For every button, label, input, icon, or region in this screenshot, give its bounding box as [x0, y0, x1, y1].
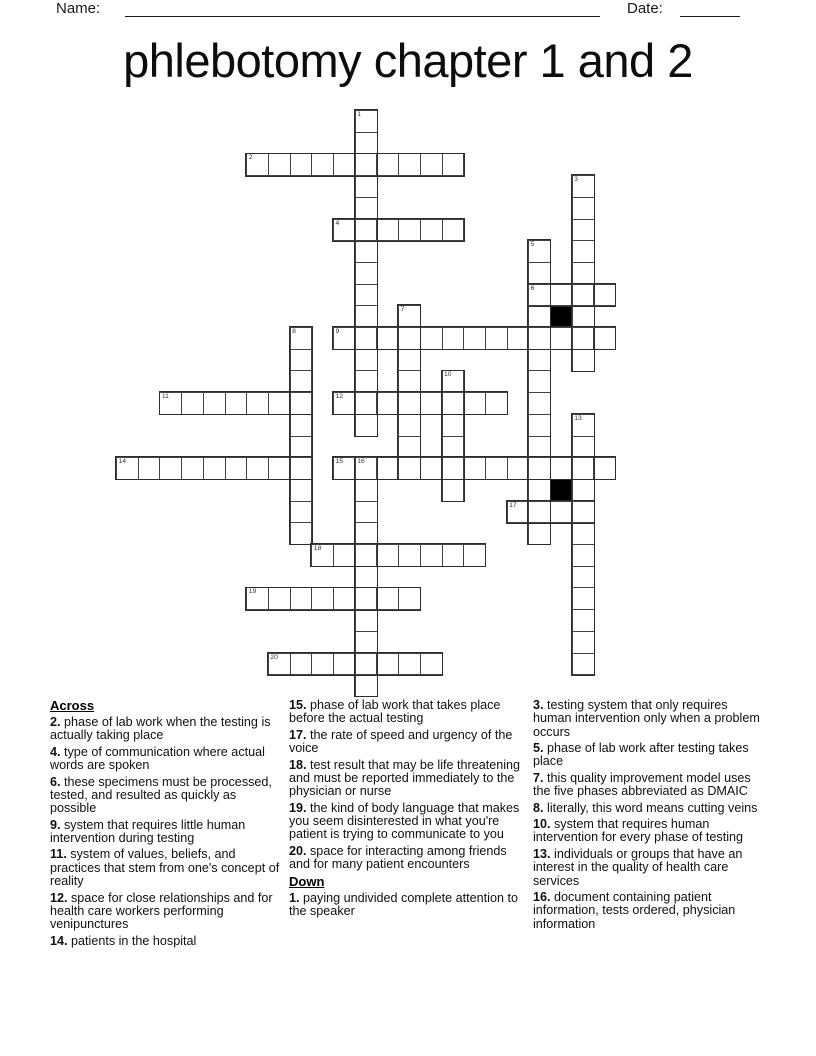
- answer-cell[interactable]: [442, 479, 465, 502]
- answer-cell[interactable]: [333, 587, 356, 610]
- answer-cell[interactable]: [311, 544, 334, 567]
- answer-cell[interactable]: [420, 544, 443, 567]
- clue-item: 11. system of values, beliefs, and practices that stem from one's concept of reality: [50, 847, 280, 889]
- clue-number-label: 14.: [50, 933, 68, 948]
- cell-number: 3: [574, 176, 578, 184]
- answer-cell[interactable]: [355, 392, 378, 415]
- answer-cell[interactable]: [398, 153, 421, 176]
- answer-cell[interactable]: [572, 197, 595, 220]
- answer-cell[interactable]: [333, 653, 356, 676]
- answer-cell[interactable]: [420, 457, 443, 480]
- answer-cell[interactable]: [398, 457, 421, 480]
- answer-cell[interactable]: [290, 653, 313, 676]
- answer-cell[interactable]: [333, 392, 356, 415]
- cell-number: 13: [574, 414, 582, 422]
- answer-cell[interactable]: [376, 392, 399, 415]
- answer-cell[interactable]: [290, 349, 313, 372]
- answer-cell[interactable]: [290, 587, 313, 610]
- clue-item: 17. the rate of speed and urgency of the voice: [289, 727, 513, 756]
- answer-cell[interactable]: [572, 305, 595, 328]
- answer-cell[interactable]: [355, 219, 378, 242]
- cell-number: 16: [357, 458, 365, 466]
- answer-cell[interactable]: [507, 457, 530, 480]
- clue-number-label: 13.: [533, 846, 551, 861]
- answer-cell[interactable]: [225, 457, 248, 480]
- answer-cell[interactable]: [420, 653, 443, 676]
- clue-item: 9. system that requires little human intervention during testing: [50, 817, 246, 845]
- clue-number-label: 10.: [533, 817, 551, 832]
- answer-cell[interactable]: [311, 653, 334, 676]
- answer-cell[interactable]: [355, 653, 378, 676]
- answer-cell[interactable]: [442, 327, 465, 350]
- down-header: Down: [289, 873, 325, 889]
- answer-cell[interactable]: [268, 392, 291, 415]
- answer-cell[interactable]: [463, 457, 486, 480]
- answer-cell[interactable]: [550, 457, 573, 480]
- answer-cell[interactable]: [333, 153, 356, 176]
- answer-cell[interactable]: [290, 457, 313, 480]
- answer-cell[interactable]: [246, 392, 269, 415]
- answer-cell[interactable]: [572, 219, 595, 242]
- clue-number-label: 3.: [533, 698, 544, 712]
- answer-cell[interactable]: [376, 219, 399, 242]
- answer-cell[interactable]: [376, 327, 399, 350]
- answer-cell[interactable]: [528, 284, 551, 307]
- answer-cell[interactable]: [333, 219, 356, 242]
- clue-item: 10. system that requires human intervention for every phase of testing: [533, 817, 744, 845]
- clue-number-label: 1.: [289, 890, 300, 905]
- answer-cell[interactable]: [398, 653, 421, 676]
- answer-cell[interactable]: [442, 544, 465, 567]
- answer-cell[interactable]: [355, 240, 378, 263]
- cell-number: 1: [357, 111, 361, 118]
- cell-number: 20: [270, 653, 278, 661]
- answer-cell[interactable]: [485, 392, 508, 415]
- clue-number-label: 6.: [50, 774, 61, 789]
- answer-cell[interactable]: [550, 501, 573, 524]
- answer-cell[interactable]: [268, 153, 291, 176]
- cell-number: 4: [335, 219, 340, 227]
- answer-cell[interactable]: [442, 414, 465, 437]
- answer-cell[interactable]: [355, 262, 378, 285]
- answer-cell[interactable]: [572, 544, 595, 567]
- answer-cell[interactable]: [572, 414, 595, 437]
- answer-cell[interactable]: [398, 219, 421, 242]
- answer-cell[interactable]: [181, 392, 204, 415]
- answer-cell[interactable]: [550, 284, 573, 307]
- answer-cell[interactable]: [376, 153, 399, 176]
- answer-cell[interactable]: [507, 327, 530, 350]
- across-header: Across: [50, 698, 95, 713]
- answer-cell[interactable]: [355, 414, 378, 437]
- answer-cell[interactable]: [398, 587, 421, 610]
- date-label: Date:: [627, 0, 663, 17]
- answer-cell[interactable]: [355, 349, 378, 372]
- clue-item: 4. type of communication where actual words are spoken: [50, 744, 265, 773]
- answer-cell[interactable]: [463, 327, 486, 350]
- answer-cell[interactable]: [528, 436, 551, 459]
- cell-number: 12: [335, 393, 344, 401]
- cell-number: 18: [313, 545, 322, 552]
- answer-cell[interactable]: [398, 392, 421, 415]
- answer-cell[interactable]: [572, 262, 595, 285]
- clue-number-label: 15.: [289, 698, 307, 712]
- answer-cell[interactable]: [420, 392, 443, 415]
- answer-cell[interactable]: [528, 349, 551, 372]
- answer-cell[interactable]: [398, 349, 421, 372]
- answer-cell[interactable]: [572, 457, 595, 480]
- answer-cell[interactable]: [485, 457, 508, 480]
- clue-item: 20. space for interacting among friends and for many patient encounters: [289, 843, 507, 872]
- clue-number-label: 4.: [50, 744, 61, 759]
- cell-number: 10: [444, 371, 452, 379]
- cell-number: 19: [248, 588, 257, 596]
- blocked-cell: [550, 305, 573, 328]
- answer-cell[interactable]: [572, 653, 595, 676]
- answer-cell[interactable]: [572, 240, 595, 263]
- answer-cell[interactable]: [572, 587, 595, 610]
- answer-cell[interactable]: [355, 674, 378, 697]
- answer-cell[interactable]: [246, 457, 269, 480]
- answer-cell[interactable]: [398, 305, 421, 328]
- clue-item: 16. document containing patient information, tests ordered, physician information: [533, 889, 736, 931]
- clue-number-label: 16.: [533, 889, 551, 904]
- clue-number-label: 19.: [289, 800, 307, 815]
- clue-item: 8. literally, this word means cutting veins: [533, 800, 758, 815]
- clue-item: 5. phase of lab work after testing takes place: [533, 741, 749, 769]
- answer-cell[interactable]: [355, 566, 378, 589]
- answer-cell[interactable]: [159, 457, 182, 480]
- answer-cell[interactable]: [203, 392, 226, 415]
- cell-number: 8: [292, 328, 296, 335]
- clue-number-label: 7.: [533, 770, 544, 785]
- cell-number: 9: [335, 328, 340, 335]
- clue-item: 3. testing system that only requires human intervention only when a problem occurs: [533, 698, 760, 739]
- answer-cell[interactable]: [528, 327, 551, 350]
- answer-cell[interactable]: [355, 110, 378, 133]
- answer-cell[interactable]: [528, 240, 551, 263]
- clue-item: 15. phase of lab work that takes place before the actual testing: [289, 698, 501, 726]
- answer-cell[interactable]: [442, 457, 465, 480]
- answer-cell[interactable]: [442, 219, 465, 242]
- answer-cell[interactable]: [442, 153, 465, 176]
- answer-cell[interactable]: [398, 544, 421, 567]
- answer-cell[interactable]: [376, 653, 399, 676]
- answer-cell[interactable]: [225, 392, 248, 415]
- answer-cell[interactable]: [528, 522, 551, 545]
- clues-column-across: [50, 699, 282, 951]
- answer-cell[interactable]: [355, 587, 378, 610]
- answer-cell[interactable]: [528, 392, 551, 415]
- answer-cell[interactable]: [355, 132, 378, 155]
- answer-cell[interactable]: [398, 436, 421, 459]
- clue-item: 18. test result that may be life threatening and must be reported immediately to the physician or nurse: [289, 757, 521, 799]
- answer-cell[interactable]: [398, 414, 421, 437]
- clue-number-label: 9.: [50, 817, 61, 832]
- clue-item: 14. patients in the hospital: [50, 933, 197, 948]
- answer-cell[interactable]: [442, 392, 465, 415]
- cell-number: 5: [530, 241, 535, 249]
- clue-number-label: 11.: [50, 847, 67, 862]
- clue-item: 19. the kind of body language that makes you seem disinterested in what you're patient is trying to communicate to you: [289, 800, 520, 842]
- answer-cell[interactable]: [355, 305, 378, 328]
- answer-cell[interactable]: [376, 457, 399, 480]
- clues-column-down: [533, 699, 764, 934]
- answer-cell[interactable]: [268, 457, 291, 480]
- answer-cell[interactable]: [311, 587, 334, 610]
- answer-cell[interactable]: [572, 522, 595, 545]
- answer-cell[interactable]: [420, 219, 443, 242]
- answer-cell[interactable]: [398, 327, 421, 350]
- answer-cell[interactable]: [246, 587, 269, 610]
- clue-item: 7. this quality improvement model uses the five phases abbreviated as DMAIC: [533, 770, 751, 799]
- answer-cell[interactable]: [572, 436, 595, 459]
- answer-cell[interactable]: [528, 305, 551, 328]
- answer-cell[interactable]: [181, 457, 204, 480]
- answer-cell[interactable]: [507, 501, 530, 524]
- answer-cell[interactable]: [528, 457, 551, 480]
- clue-item: 13. individuals or groups that have an interest in the quality of health care services: [533, 846, 743, 888]
- answer-cell[interactable]: [355, 631, 378, 654]
- answer-cell[interactable]: [572, 566, 595, 589]
- answer-cell[interactable]: [463, 544, 486, 567]
- answer-cell[interactable]: [355, 327, 378, 350]
- cell-number: 11: [161, 393, 169, 401]
- clue-number-label: 12.: [50, 890, 68, 905]
- answer-cell[interactable]: [528, 370, 551, 393]
- answer-cell[interactable]: [355, 544, 378, 567]
- answer-cell[interactable]: [593, 284, 616, 307]
- answer-cell[interactable]: [572, 609, 595, 632]
- answer-cell[interactable]: [593, 327, 616, 350]
- answer-cell[interactable]: [290, 414, 313, 437]
- clue-item: 6. these specimens must be processed, tested, and resulted as quickly as possible: [50, 774, 272, 816]
- answer-cell[interactable]: [355, 153, 378, 176]
- answer-cell[interactable]: [355, 501, 378, 524]
- answer-cell[interactable]: [442, 370, 465, 393]
- answer-cell[interactable]: [355, 197, 378, 220]
- answer-cell[interactable]: [355, 522, 378, 545]
- cell-number: 2: [248, 154, 253, 162]
- answer-cell[interactable]: [355, 609, 378, 632]
- answer-cell[interactable]: [355, 370, 378, 393]
- answer-cell[interactable]: [290, 522, 313, 545]
- cell-number: 14: [118, 458, 127, 466]
- answer-cell[interactable]: [333, 544, 356, 567]
- answer-cell[interactable]: [333, 327, 356, 350]
- answer-cell[interactable]: [528, 479, 551, 502]
- answer-cell[interactable]: [593, 457, 616, 480]
- answer-cell[interactable]: [268, 587, 291, 610]
- cell-number: 7: [400, 306, 405, 314]
- page-title: phlebotomy chapter 1 and 2: [123, 34, 693, 87]
- answer-cell[interactable]: [159, 392, 182, 415]
- answer-cell[interactable]: [528, 414, 551, 437]
- answer-cell[interactable]: [268, 653, 291, 676]
- answer-cell[interactable]: [572, 327, 595, 350]
- clue-number-label: 17.: [289, 727, 307, 742]
- answer-cell[interactable]: [572, 175, 595, 198]
- answer-cell[interactable]: [311, 153, 334, 176]
- clue-number-label: 18.: [289, 757, 307, 772]
- answer-cell[interactable]: [572, 479, 595, 502]
- answer-cell[interactable]: [355, 457, 378, 480]
- clue-number-label: 8.: [533, 800, 544, 815]
- answer-cell[interactable]: [420, 153, 443, 176]
- answer-cell[interactable]: [290, 370, 313, 393]
- answer-cell[interactable]: [355, 284, 378, 307]
- answer-cell[interactable]: [290, 392, 313, 415]
- clue-item: 12. space for close relationships and for health care workers performing venipunctures: [50, 890, 273, 932]
- answer-cell[interactable]: [485, 327, 508, 350]
- answer-cell[interactable]: [290, 153, 313, 176]
- answer-cell[interactable]: [572, 501, 595, 524]
- answer-cell[interactable]: [116, 457, 139, 480]
- clue-number-label: 2.: [50, 715, 61, 729]
- answer-cell[interactable]: [376, 587, 399, 610]
- answer-cell[interactable]: [528, 262, 551, 285]
- answer-cell[interactable]: [333, 457, 356, 480]
- answer-cell[interactable]: [290, 327, 313, 350]
- clue-number-label: 20.: [289, 843, 307, 858]
- clue-number-label: 5.: [533, 741, 544, 756]
- clue-item: 2. phase of lab work when the testing is actually taking place: [50, 715, 271, 743]
- answer-cell[interactable]: [355, 175, 378, 198]
- answer-cell[interactable]: [290, 501, 313, 524]
- cell-number: 17: [509, 501, 517, 509]
- cell-number: 15: [335, 458, 344, 466]
- clues-column-middle: [289, 699, 529, 921]
- answer-cell[interactable]: [398, 370, 421, 393]
- answer-cell[interactable]: [420, 327, 443, 350]
- name-label: Name:: [56, 0, 101, 17]
- answer-cell[interactable]: [528, 501, 551, 524]
- answer-cell[interactable]: [355, 479, 378, 502]
- answer-cell[interactable]: [572, 631, 595, 654]
- answer-cell[interactable]: [138, 457, 161, 480]
- answer-cell[interactable]: [376, 544, 399, 567]
- answer-cell[interactable]: [290, 436, 313, 459]
- answer-cell[interactable]: [550, 327, 573, 350]
- answer-cell[interactable]: [463, 392, 486, 415]
- answer-cell[interactable]: [442, 436, 465, 459]
- answer-cell[interactable]: [246, 153, 269, 176]
- answer-cell[interactable]: [290, 479, 313, 502]
- clue-item: 1. paying undivided complete attention to the speaker: [289, 890, 518, 918]
- answer-cell[interactable]: [572, 284, 595, 307]
- cell-number: 6: [530, 284, 535, 292]
- answer-cell[interactable]: [572, 349, 595, 372]
- answer-cell[interactable]: [203, 457, 226, 480]
- blocked-cell: [550, 479, 573, 502]
